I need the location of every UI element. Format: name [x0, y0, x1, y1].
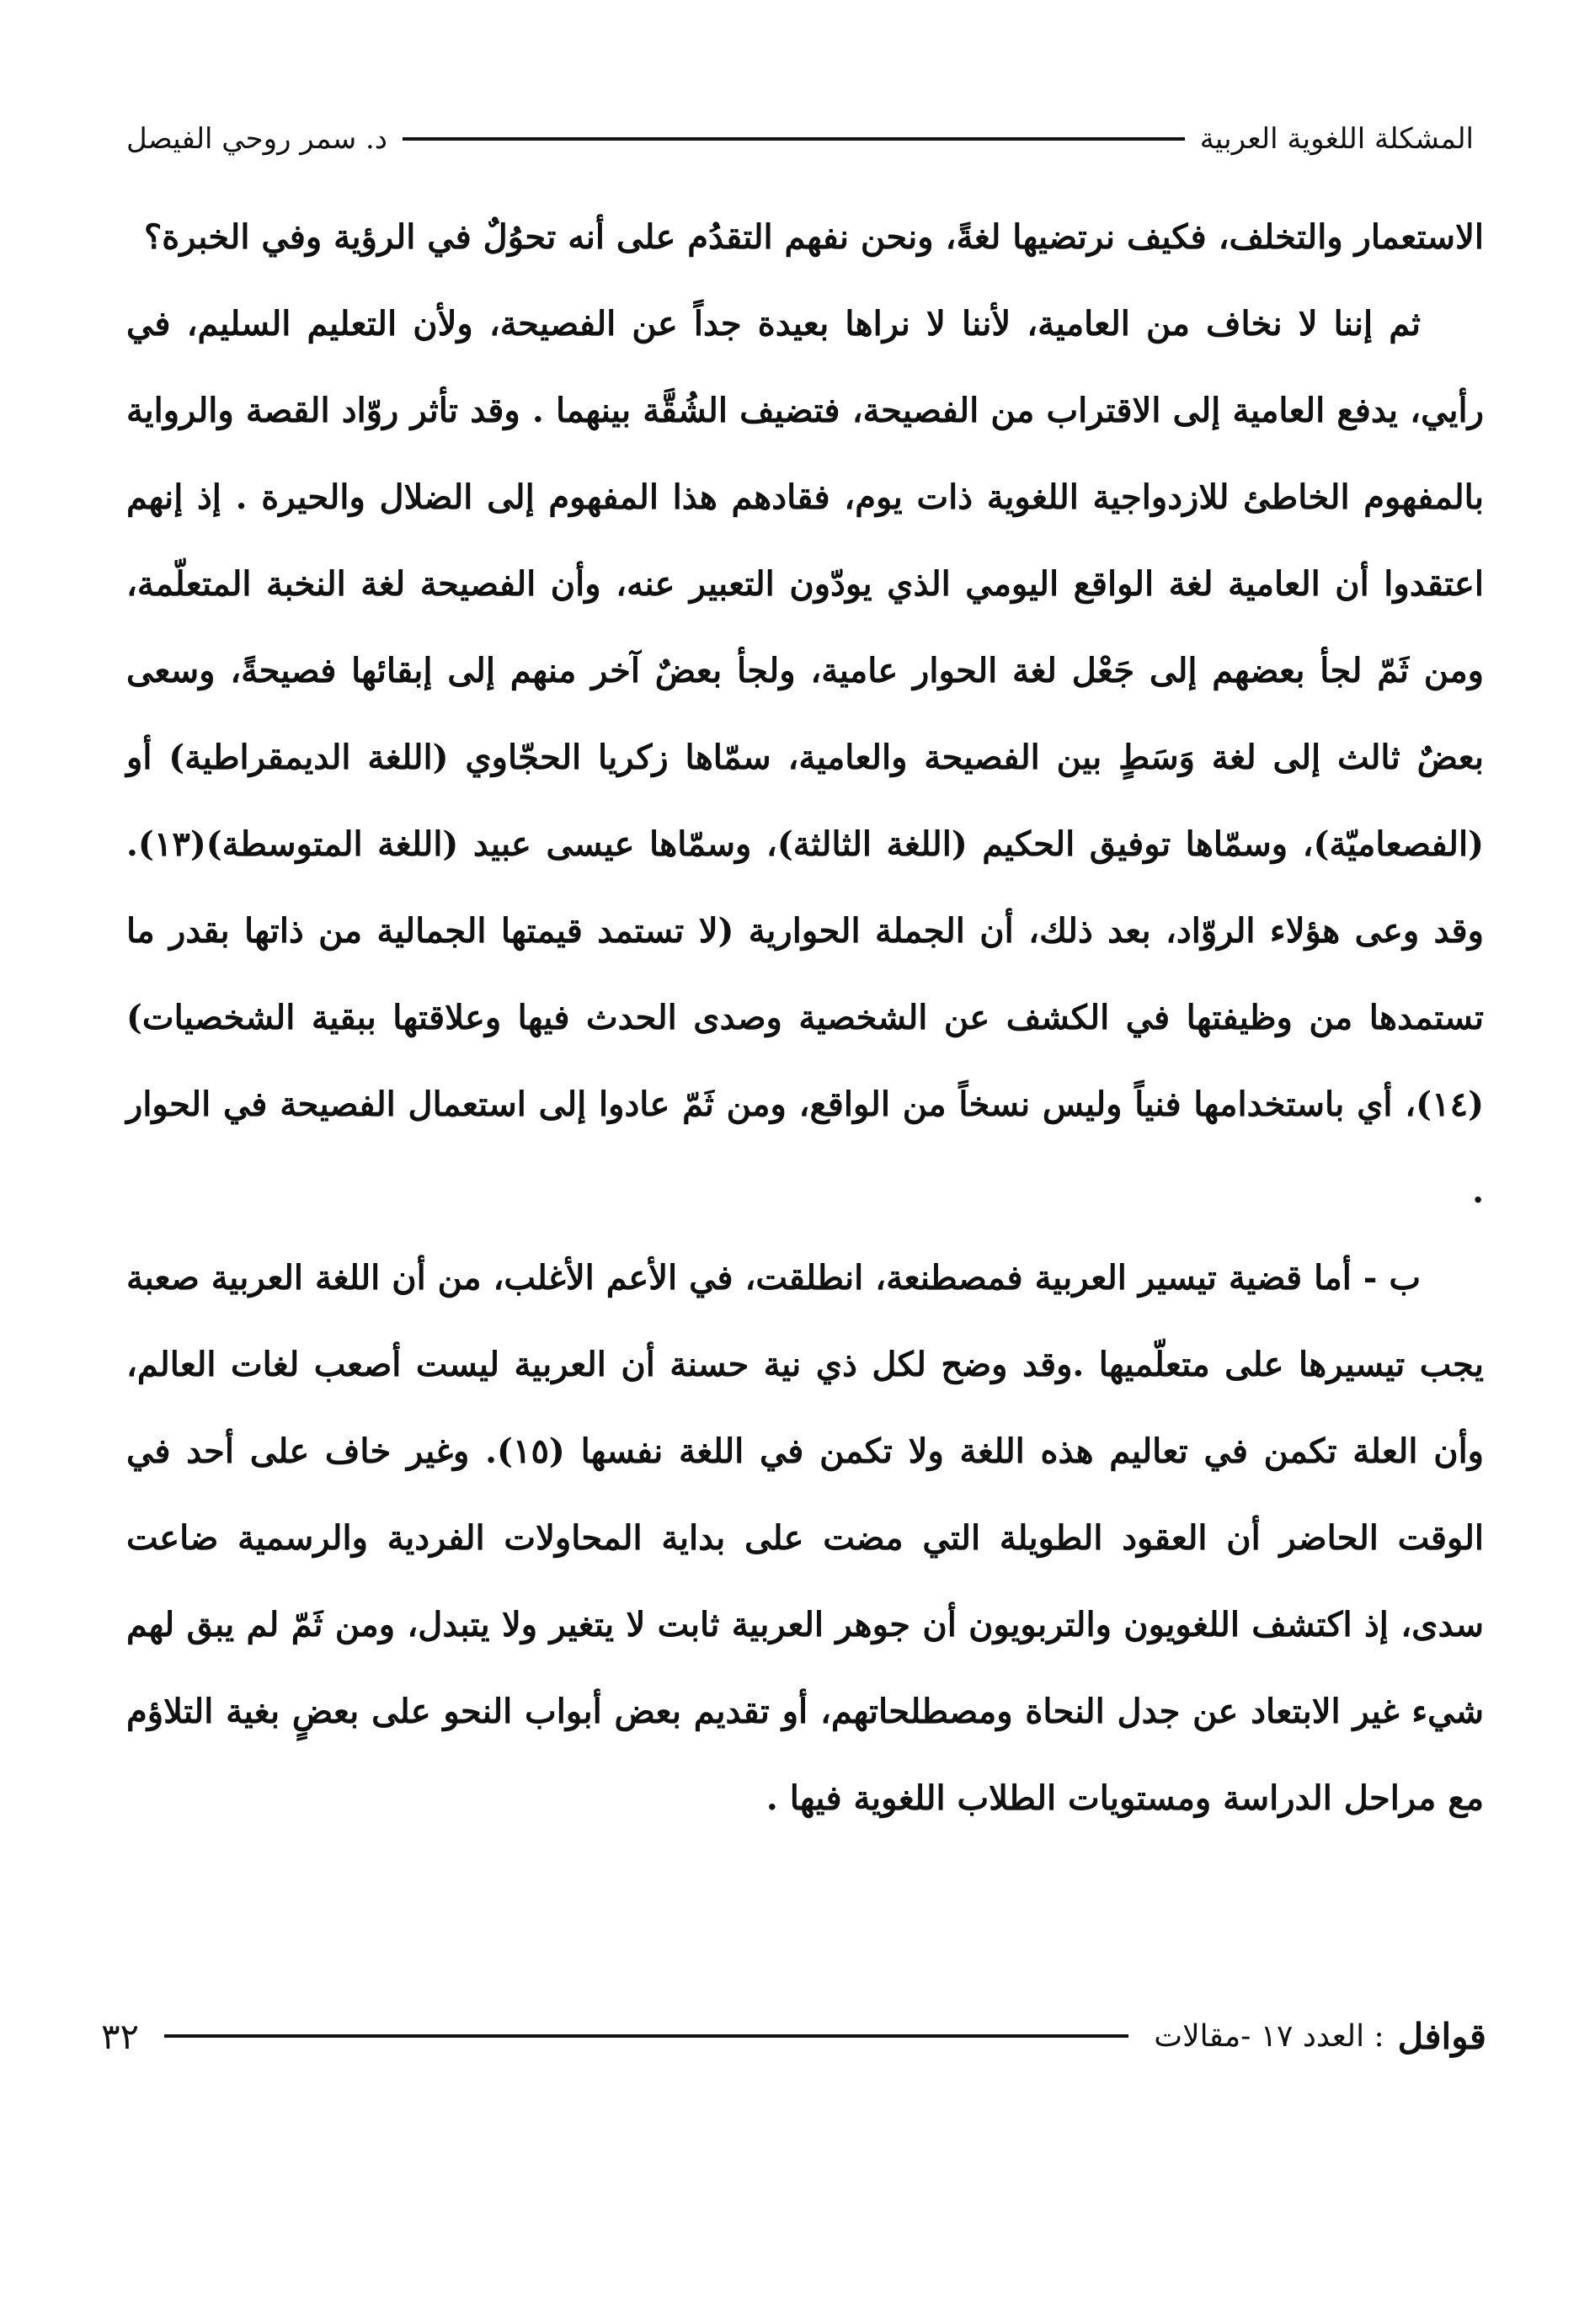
footer-rule [164, 2034, 1128, 2038]
header-rule [403, 137, 1185, 141]
journal-name: قوافل [1397, 2015, 1486, 2057]
paragraph-3: ب - أما قضية تيسير العربية فمصطنعة، انطلقت، في الأعم الأغلب، من أن اللغة العربية صعبة يجب تيسيرها على متعلّميها .وقد وضح لكل ذي نية حسنة أن العربية ليست أصعب لغات العالم، وأن العلة تكمن في تعاليم هذه اللغة ولا تكمن في اللغة نفسها (١٥). وغير خاف على أحد في الوقت الحاضر أن العقود الطويلة التي مضت على بداية المحاولات الفردية والرسمية ضاعت سدى، إذ اكتشف اللغويون والتربويون أن جوهر العربية ثابت لا يتغير ولا يتبدل، ومن ثَمّ لم يبق لهم شيء غير الابتعاد عن جدل النحاة ومصطلحاتهم، أو تقديم بعض أبواب النحو على بعضٍ بغية التلاؤم مع مراحل الدراسة ومستويات الطلاب اللغوية فيها . [126, 1258, 1484, 1818]
header-author: د. سمر روحي الفيصل [126, 122, 387, 156]
paragraph-2: ثم إننا لا نخاف من العامية، لأننا لا نراها بعيدة جداً عن الفصيحة، ولأن التعليم السليم، في رأيي، يدفع العامية إلى الاقتراب من الفصيحة، فتضيف الشُقَّة بينهما . وقد تأثر روّاد القصة والرواية بالمفهوم الخاطئ للازدواجية اللغوية ذات يوم، فقادهم هذا المفهوم إلى الضلال والحيرة . إذ إنهم اعتقدوا أن العامية لغة الواقع اليومي الذي يودّون التعبير عنه، وأن الفصيحة لغة النخبة المتعلّمة، ومن ثَمّ لجأ بعضهم إلى جَعْل لغة الحوار عامية، ولجأ بعضٌ آخر منهم إلى إبقائها فصيحةً، وسعى بعضٌ ثالث إلى لغة وَسَطٍ بين الفصيحة والعامية، سمّاها زكريا الحجّاوي (اللغة الديمقراطية) أو (الفصعاميّة)، وسمّاها توفيق الحكيم (اللغة الثالثة)، وسمّاها عيسى عبيد (اللغة المتوسطة)(١٣). وقد وعى هؤلاء الروّاد، بعد ذلك، أن الجملة الحوارية (لا تستمد قيمتها الجمالية من ذاتها بقدر ما تستمدها من وظيفتها في الكشف عن الشخصية وصدى الحدث فيها وعلاقتها ببقية الشخصيات)(١٤)، أي باستخدامها فنياً وليس نسخاً من الواقع، ومن ثَمّ عادوا إلى استعمال الفصيحة في الحوار . [126, 304, 1484, 1211]
paragraph-1: الاستعمار والتخلف، فكيف نرتضيها لغةً، ونحن نفهم التقدُم على أنه تحوُلٌ في الرؤية وفي الخبرة؟ [144, 217, 1484, 257]
page-footer [101, 2002, 1486, 2070]
page-number: ٣٢ [101, 2015, 140, 2057]
header-title: المشكلة اللغوية العربية [1199, 122, 1474, 156]
article-body [126, 194, 1484, 1842]
running-header [126, 105, 1474, 173]
issue-info: : العدد ١٧ -مقالات [1154, 2018, 1384, 2054]
